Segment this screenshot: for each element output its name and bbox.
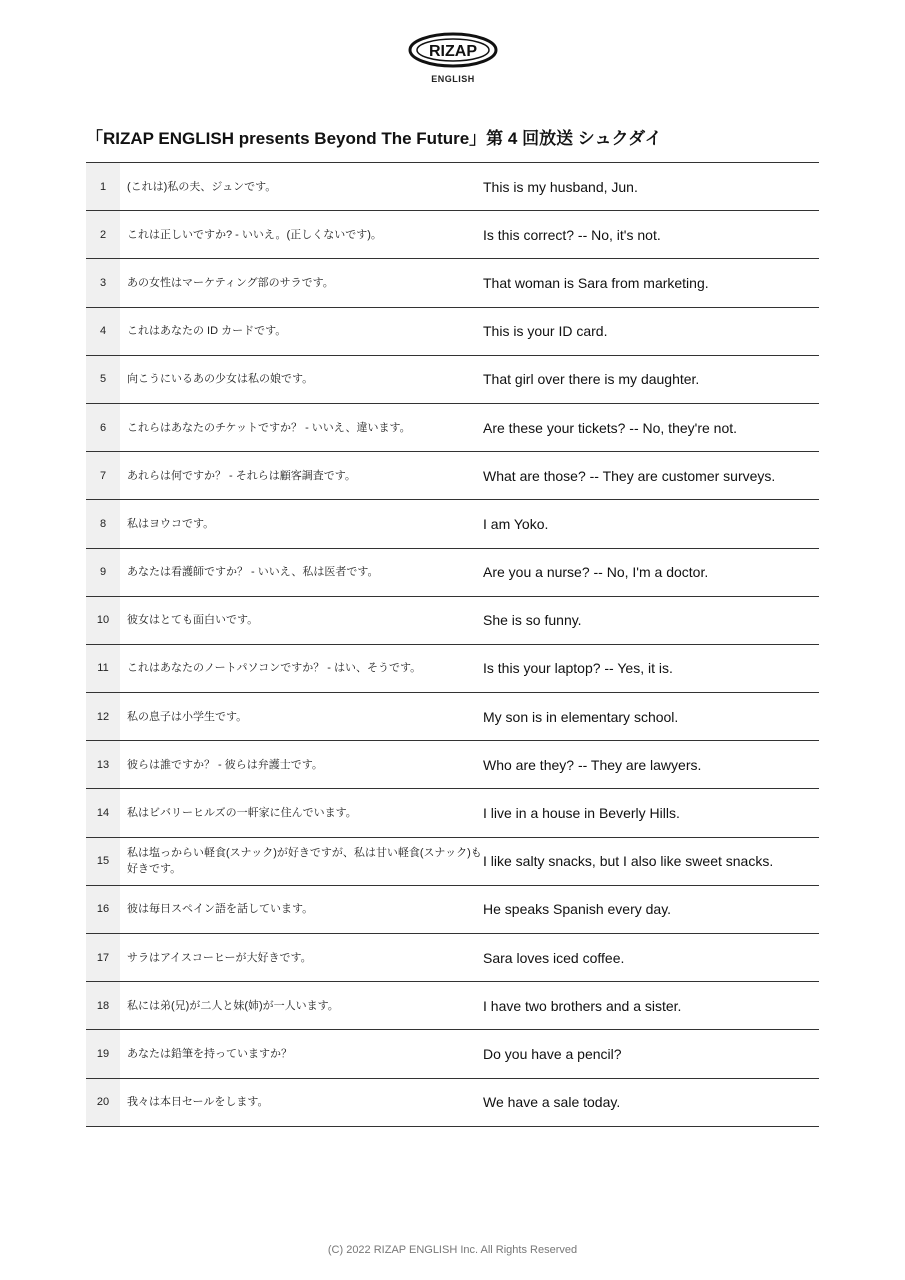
row-number: 16 <box>86 885 120 933</box>
sentence-table <box>86 162 819 1127</box>
english-sentence: We have a sale today. <box>483 1094 621 1111</box>
table-row <box>86 500 819 548</box>
english-sentence: I live in a house in Beverly Hills. <box>483 805 680 822</box>
row-number: 17 <box>86 934 120 982</box>
english-sentence: Is this correct? -- No, it's not. <box>483 226 661 243</box>
table-row <box>86 596 819 644</box>
english-sentence: This is your ID card. <box>483 323 608 340</box>
row-number: 11 <box>86 644 120 692</box>
english-sentence: That woman is Sara from marketing. <box>483 274 709 291</box>
english-sentence: He speaks Spanish every day. <box>483 901 672 918</box>
table-row <box>86 307 819 355</box>
logo-subtext: ENGLISH <box>431 74 475 84</box>
japanese-sentence: 私の息子は小学生です。 <box>127 710 248 723</box>
english-sentence: Are you a nurse? -- No, I'm a doctor. <box>483 564 709 581</box>
japanese-sentence: サラはアイスコーヒーが大好きです。 <box>127 951 312 964</box>
row-number: 15 <box>86 837 120 885</box>
english-sentence: I like salty snacks, but I also like sweet snacks. <box>483 853 774 870</box>
row-number: 5 <box>86 355 120 403</box>
japanese-sentence: 私は塩っからい軽食(スナック)が好きですが、私は甘い軽食(スナック)も好きです。 <box>127 847 482 876</box>
rizap-english-logo <box>406 28 500 88</box>
english-sentence: Are these your tickets? -- No, they're not. <box>483 419 738 436</box>
japanese-sentence: これはあなたの ID カードです。 <box>127 325 287 338</box>
row-number: 12 <box>86 693 120 741</box>
english-sentence: I am Yoko. <box>483 515 549 532</box>
row-number: 9 <box>86 548 120 596</box>
row-number: 19 <box>86 1030 120 1078</box>
english-sentence: Do you have a pencil? <box>483 1045 622 1062</box>
table-row <box>86 1078 819 1126</box>
japanese-sentence: 彼らは誰ですか？ - 彼らは弁護士です。 <box>127 758 323 771</box>
japanese-sentence: あなたは看護師ですか？ - いいえ、私は医者です。 <box>127 566 379 579</box>
row-number: 20 <box>86 1078 120 1126</box>
table-row <box>86 982 819 1030</box>
japanese-sentence: あなたは鉛筆を持っていますか？ <box>127 1047 292 1060</box>
english-sentence: Is this your laptop? -- Yes, it is. <box>483 660 673 677</box>
logo-text: RIZAP <box>429 43 477 60</box>
row-number: 7 <box>86 452 120 500</box>
japanese-sentence: 彼女はとても面白いです。 <box>127 614 259 627</box>
table-row <box>86 644 819 692</box>
table-row <box>86 1030 819 1078</box>
table-row <box>86 403 819 451</box>
table-row <box>86 934 819 982</box>
row-number: 10 <box>86 596 120 644</box>
row-number: 2 <box>86 211 120 259</box>
row-number: 18 <box>86 982 120 1030</box>
logo-emblem-icon <box>406 28 500 72</box>
english-sentence: She is so funny. <box>483 612 582 629</box>
english-sentence: This is my husband, Jun. <box>483 178 638 195</box>
japanese-sentence: (これは)私の夫、ジュンです。 <box>127 180 277 193</box>
english-sentence: I have two brothers and a sister. <box>483 997 682 1014</box>
table-row <box>86 163 819 211</box>
english-sentence: Who are they? -- They are lawyers. <box>483 756 702 773</box>
table-row <box>86 693 819 741</box>
japanese-sentence: これは正しいですか? - いいえ。(正しくないです)。 <box>127 228 382 241</box>
japanese-sentence: 私はビバリーヒルズの一軒家に住んでいます。 <box>127 807 357 820</box>
copyright-footer: (C) 2022 RIZAP ENGLISH Inc. All Rights Reserved <box>327 1244 578 1256</box>
japanese-sentence: 彼は毎日スペイン語を話しています。 <box>127 903 314 916</box>
japanese-sentence: これはあなたのノートパソコンですか？ - はい、そうです。 <box>127 662 422 675</box>
english-sentence: That girl over there is my daughter. <box>483 371 700 388</box>
table-row <box>86 355 819 403</box>
row-number: 1 <box>86 163 120 211</box>
page-title: 「RIZAP ENGLISH presents Beyond The Future」第 4 回放送 シュクダイ <box>86 129 662 148</box>
table-row <box>86 789 819 837</box>
table-row <box>86 885 819 933</box>
japanese-sentence: 私には弟(兄)が二人と妹(姉)が一人います。 <box>127 999 339 1012</box>
row-number: 14 <box>86 789 120 837</box>
japanese-sentence: 向こうにいるあの少女は私の娘です。 <box>127 373 314 386</box>
row-number: 8 <box>86 500 120 548</box>
row-number: 6 <box>86 403 120 451</box>
table-row <box>86 548 819 596</box>
table-row <box>86 741 819 789</box>
table-row <box>86 211 819 259</box>
row-number: 4 <box>86 307 120 355</box>
row-number: 3 <box>86 259 120 307</box>
english-sentence: My son is in elementary school. <box>483 708 679 725</box>
row-number: 13 <box>86 741 120 789</box>
japanese-sentence: 私はヨウコです。 <box>127 517 215 530</box>
japanese-sentence: あの女性はマーケティング部のサラです。 <box>127 276 334 289</box>
english-sentence: What are those? -- They are customer surveys. <box>483 467 776 484</box>
table-row <box>86 452 819 500</box>
japanese-sentence: あれらは何ですか？ - それらは顧客調査です。 <box>127 469 356 482</box>
japanese-sentence: 我々は本日セールをします。 <box>127 1096 269 1109</box>
table-row <box>86 259 819 307</box>
english-sentence: Sara loves iced coffee. <box>483 949 625 966</box>
table-row <box>86 837 819 885</box>
japanese-sentence: これらはあなたのチケットですか？ - いいえ、違います。 <box>127 421 411 434</box>
